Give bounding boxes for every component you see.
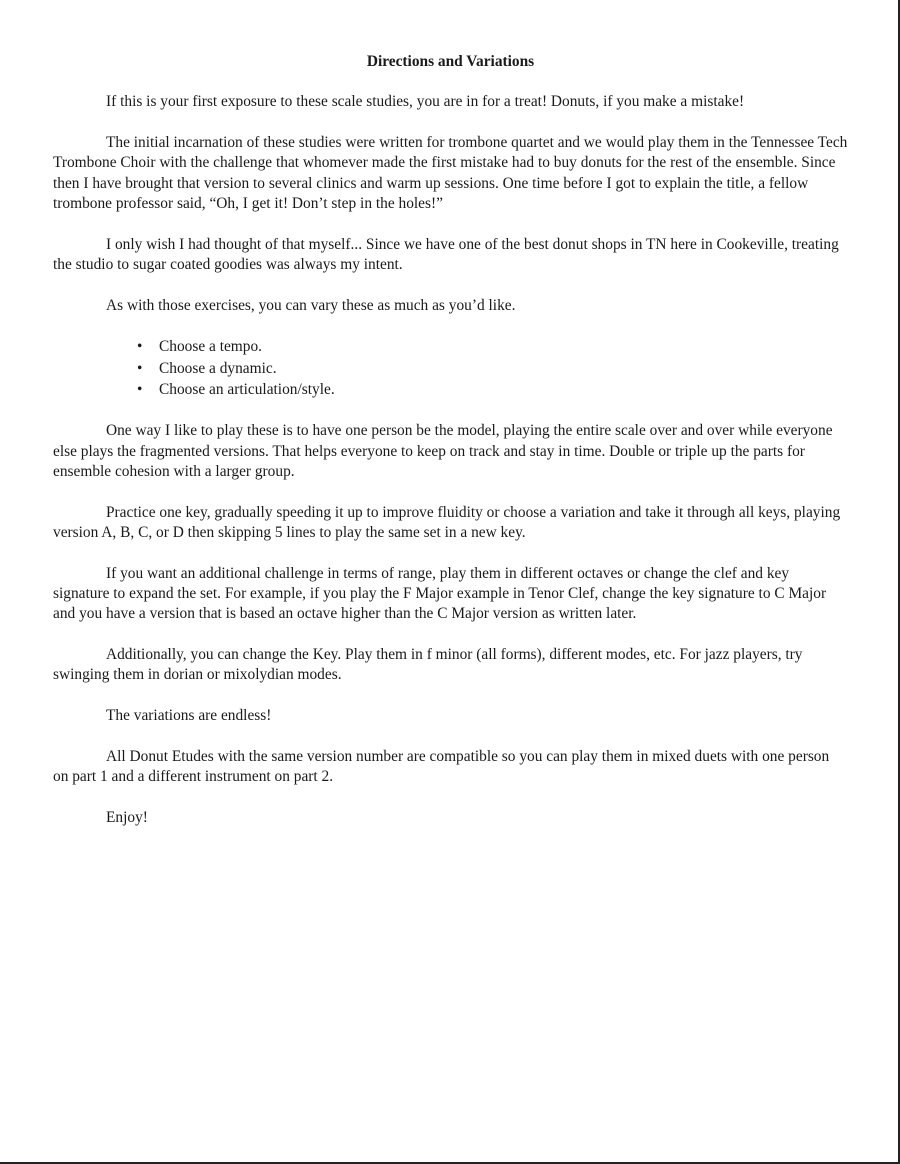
paragraph-compatible: All Donut Etudes with the same version number are compatible so you can play them in mixed duets with one person on part 1 and a different instrument on part 2.	[53, 747, 830, 785]
document-body	[53, 52, 848, 848]
paragraph-vary: As with those exercises, you can vary these as much as you’d like.	[106, 296, 516, 314]
list-item-text: Choose an articulation/style.	[159, 381, 335, 399]
list-item	[53, 358, 848, 380]
list-item-text: Choose a tempo.	[159, 338, 263, 356]
list-item	[53, 379, 848, 401]
paragraph-key: Additionally, you can change the Key. Play them in f minor (all forms), different modes, etc. For jazz players, try swinging them in dorian or mixolydian modes.	[53, 645, 803, 684]
paragraph-donut-shop: I only wish I had thought of that myself... Since we have one of the best donut shops in TN here in Cookeville, treating the studio to sugar coated goodies was always my intent.	[53, 235, 839, 274]
paragraph-endless: The variations are endless!	[106, 706, 272, 724]
paragraph-origin: The initial incarnation of these studies were written for trombone quartet and we would play them in the Tennessee Tech Trombone Choir with the challenge that whomever made the first mistake had to buy donuts for the rest of the ensemble. Since then I have brought that version to several clinics and warm up sessions. One time before I got to explain the title, a fellow trombone professor said, “Oh, I get it! Don’t step in the holes!”	[53, 134, 848, 213]
paragraph-enjoy: Enjoy!	[106, 808, 148, 826]
list-item-text: Choose a dynamic.	[159, 359, 277, 377]
paragraph-model: One way I like to play these is to have one person be the model, playing the entire scale over and over while everyone else plays the fragmented versions. That helps everyone to keep on track and stay in time. Double or triple up the parts for ensemble cohesion with a larger group.	[53, 422, 833, 480]
paragraph-intro: If this is your first exposure to these scale studies, you are in for a treat! Donuts, if you make a mistake!	[106, 93, 745, 111]
bullet-icon: •	[137, 338, 143, 356]
paragraph-range: If you want an additional challenge in terms of range, play them in different octaves or change the clef and key signature to expand the set. For example, if you play the F Major example in Tenor Clef, change the key signature to C Major and you have a version that is based an octave higher than the C Major version as written later.	[53, 564, 827, 623]
bullet-icon: •	[137, 359, 143, 377]
list-item	[53, 336, 848, 358]
paragraph-practice: Practice one key, gradually speeding it up to improve fluidity or choose a variation and take it through all keys, playing version A, B, C, or D then skipping 5 lines to play the same set in a new key.	[53, 503, 841, 541]
variation-list	[53, 336, 848, 401]
document-title: Directions and Variations	[366, 53, 535, 70]
bullet-icon: •	[137, 381, 143, 399]
